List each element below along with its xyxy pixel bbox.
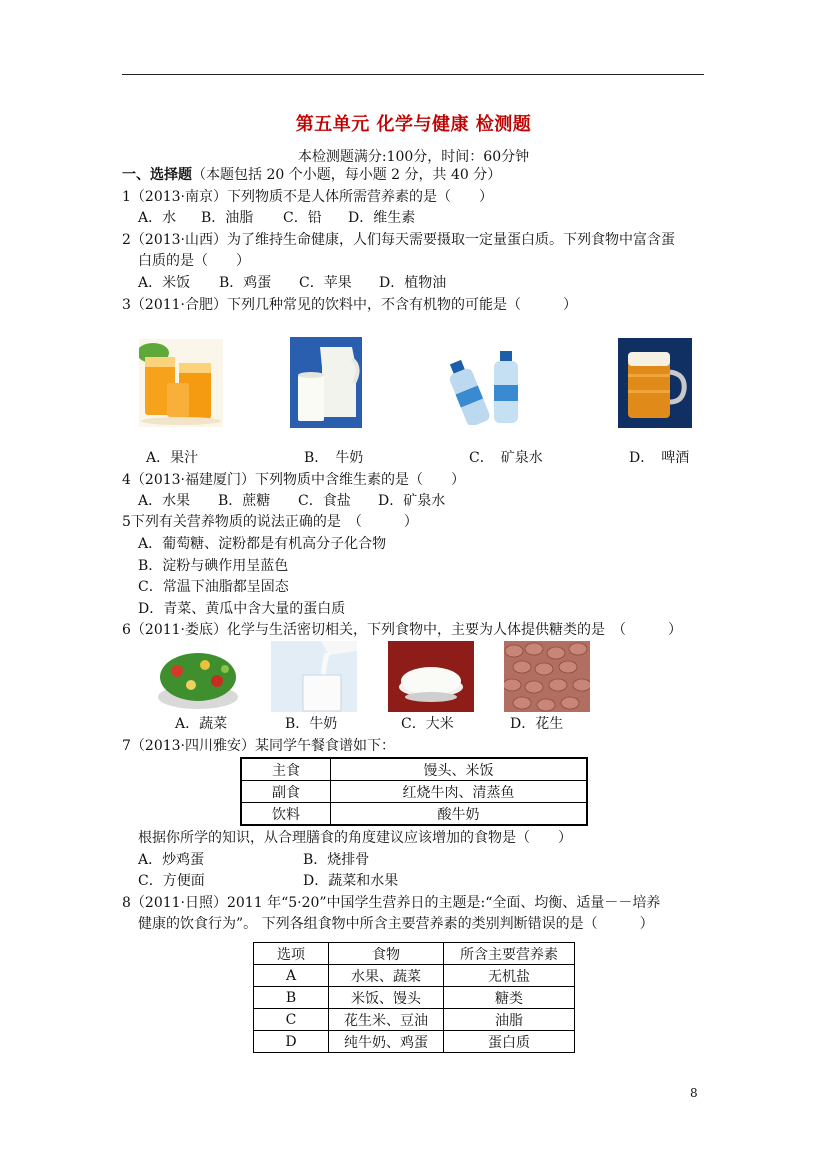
table-row bbox=[241, 803, 587, 826]
table-row bbox=[254, 1031, 575, 1053]
table-cell: 花生米、豆油 bbox=[329, 1009, 444, 1031]
table-cell: A bbox=[254, 965, 329, 987]
table-row bbox=[254, 965, 575, 987]
section-note: （本题包括 20 个小题，每小题 2 分，共 40 分） bbox=[192, 167, 502, 183]
milk-pour-image bbox=[271, 641, 357, 712]
q7-option-a: A．炒鸡蛋 bbox=[138, 852, 205, 868]
q7-option-c: C．方便面 bbox=[138, 873, 205, 889]
q5-option-d: D．青菜、黄瓜中含大量的蛋白质 bbox=[138, 601, 346, 617]
table-row bbox=[241, 781, 587, 803]
table-cell: 主食 bbox=[241, 758, 331, 781]
table-cell: 馒头、米饭 bbox=[331, 758, 588, 781]
q6-option-c: C．大米 bbox=[401, 716, 454, 732]
q5-option-b: B．淀粉与碘作用呈蓝色 bbox=[138, 558, 289, 574]
q7-option-d: D．蔬菜和水果 bbox=[303, 873, 399, 889]
table-cell: 纯牛奶、鸡蛋 bbox=[329, 1031, 444, 1053]
q3-stem: 3（2011·合肥）下列几种常见的饮料中，不含有机物的可能是（ ） bbox=[122, 297, 577, 313]
table-row bbox=[254, 1009, 575, 1031]
section-heading bbox=[122, 165, 501, 185]
table-row bbox=[241, 758, 587, 781]
table-header-cell: 所含主要营养素 bbox=[444, 943, 575, 965]
q2-option-d: D．植物油 bbox=[379, 275, 447, 291]
q5-stem: 5下列有关营养物质的说法正确的是 （ ） bbox=[122, 514, 418, 530]
q4-option-a: A．水果 bbox=[138, 493, 191, 509]
table-header-row bbox=[254, 943, 575, 965]
q6-stem: 6（2011·娄底）化学与生活密切相关，下列食物中，主要为人体提供糖类的是 （ ） bbox=[122, 622, 682, 638]
milk-image bbox=[290, 337, 362, 428]
table-cell: 副食 bbox=[241, 781, 331, 803]
beer-image bbox=[618, 338, 692, 428]
header-rule bbox=[122, 74, 704, 75]
q2-option-c: C．苹果 bbox=[299, 275, 352, 291]
peanuts-image bbox=[504, 641, 590, 712]
q3-option-d: D． 啤酒 bbox=[629, 450, 690, 466]
q7-option-b: B．烧排骨 bbox=[303, 852, 370, 868]
table-header-cell: 选项 bbox=[254, 943, 329, 965]
table-cell: D bbox=[254, 1031, 329, 1053]
q2-stem-line1: 2（2013·山西）为了维持生命健康，人们每天需要摄取一定量蛋白质。下列食物中富含蛋 bbox=[122, 232, 675, 248]
q8-stem-line2: 健康的饮食行为”。 下列各组食物中所含主要营养素的类别判断错误的是（ ） bbox=[138, 916, 654, 932]
vegetables-image bbox=[155, 641, 241, 712]
q6-option-a: A．蔬菜 bbox=[175, 716, 228, 732]
juice-image bbox=[139, 339, 223, 427]
table-cell: 糖类 bbox=[444, 987, 575, 1009]
q8-nutrient-table bbox=[253, 942, 575, 1053]
q3-option-c: C． 矿泉水 bbox=[469, 450, 543, 466]
q4-option-d: D．矿泉水 bbox=[378, 493, 446, 509]
table-cell: 油脂 bbox=[444, 1009, 575, 1031]
page-title: 第五单元 化学与健康 检测题 bbox=[295, 114, 532, 135]
table-header-cell: 食物 bbox=[329, 943, 444, 965]
section-head: 一、选择题 bbox=[122, 167, 192, 183]
q8-stem-line1: 8（2011·日照）2011 年“5·20”中国学生营养日的主题是:“全面、均衡、适量－－培养 bbox=[122, 895, 661, 911]
q7-question: 根据你所学的知识，从合理膳食的角度建议应该增加的食物是（ ） bbox=[138, 830, 572, 846]
q1-option-b: B．油脂 bbox=[201, 210, 254, 226]
q1-option-a: A．水 bbox=[138, 210, 177, 226]
q3-option-a: A．果汁 bbox=[146, 450, 199, 466]
q5-option-c: C．常温下油脂都呈固态 bbox=[138, 579, 289, 595]
rice-image bbox=[388, 641, 474, 712]
q4-option-b: B．蔗糖 bbox=[218, 493, 271, 509]
q7-stem: 7（2013·四川雅安）某同学午餐食谱如下： bbox=[122, 738, 395, 754]
q1-option-d: D．维生素 bbox=[348, 210, 416, 226]
q3-option-b: B． 牛奶 bbox=[304, 450, 364, 466]
q2-option-b: B．鸡蛋 bbox=[219, 275, 272, 291]
page-number: 8 bbox=[690, 1086, 698, 1100]
table-cell: 水果、蔬菜 bbox=[329, 965, 444, 987]
table-cell: C bbox=[254, 1009, 329, 1031]
table-cell: 红烧牛肉、清蒸鱼 bbox=[331, 781, 588, 803]
table-cell: B bbox=[254, 987, 329, 1009]
q1-stem: 1（2013·南京）下列物质不是人体所需营养素的是（ ） bbox=[122, 189, 493, 205]
q7-menu-table bbox=[240, 757, 588, 826]
q6-option-b: B．牛奶 bbox=[285, 716, 338, 732]
table-cell: 饮料 bbox=[241, 803, 331, 826]
q2-option-a: A．米饭 bbox=[138, 275, 191, 291]
table-cell: 蛋白质 bbox=[444, 1031, 575, 1053]
q2-stem-line2: 白质的是（ ） bbox=[138, 253, 250, 269]
mineral-water-image bbox=[446, 347, 528, 425]
q6-option-d: D．花生 bbox=[510, 716, 564, 732]
table-cell: 米饭、馒头 bbox=[329, 987, 444, 1009]
table-cell: 酸牛奶 bbox=[331, 803, 588, 826]
q5-option-a: A．葡萄糖、淀粉都是有机高分子化合物 bbox=[138, 536, 387, 552]
q1-option-c: C．铅 bbox=[283, 210, 322, 226]
table-cell: 无机盐 bbox=[444, 965, 575, 987]
page-subtitle: 本检测题满分:100分，时间：60分钟 bbox=[297, 149, 530, 165]
table-row bbox=[254, 987, 575, 1009]
q4-option-c: C．食盐 bbox=[298, 493, 351, 509]
q4-stem: 4（2013·福建厦门）下列物质中含维生素的是（ ） bbox=[122, 472, 465, 488]
